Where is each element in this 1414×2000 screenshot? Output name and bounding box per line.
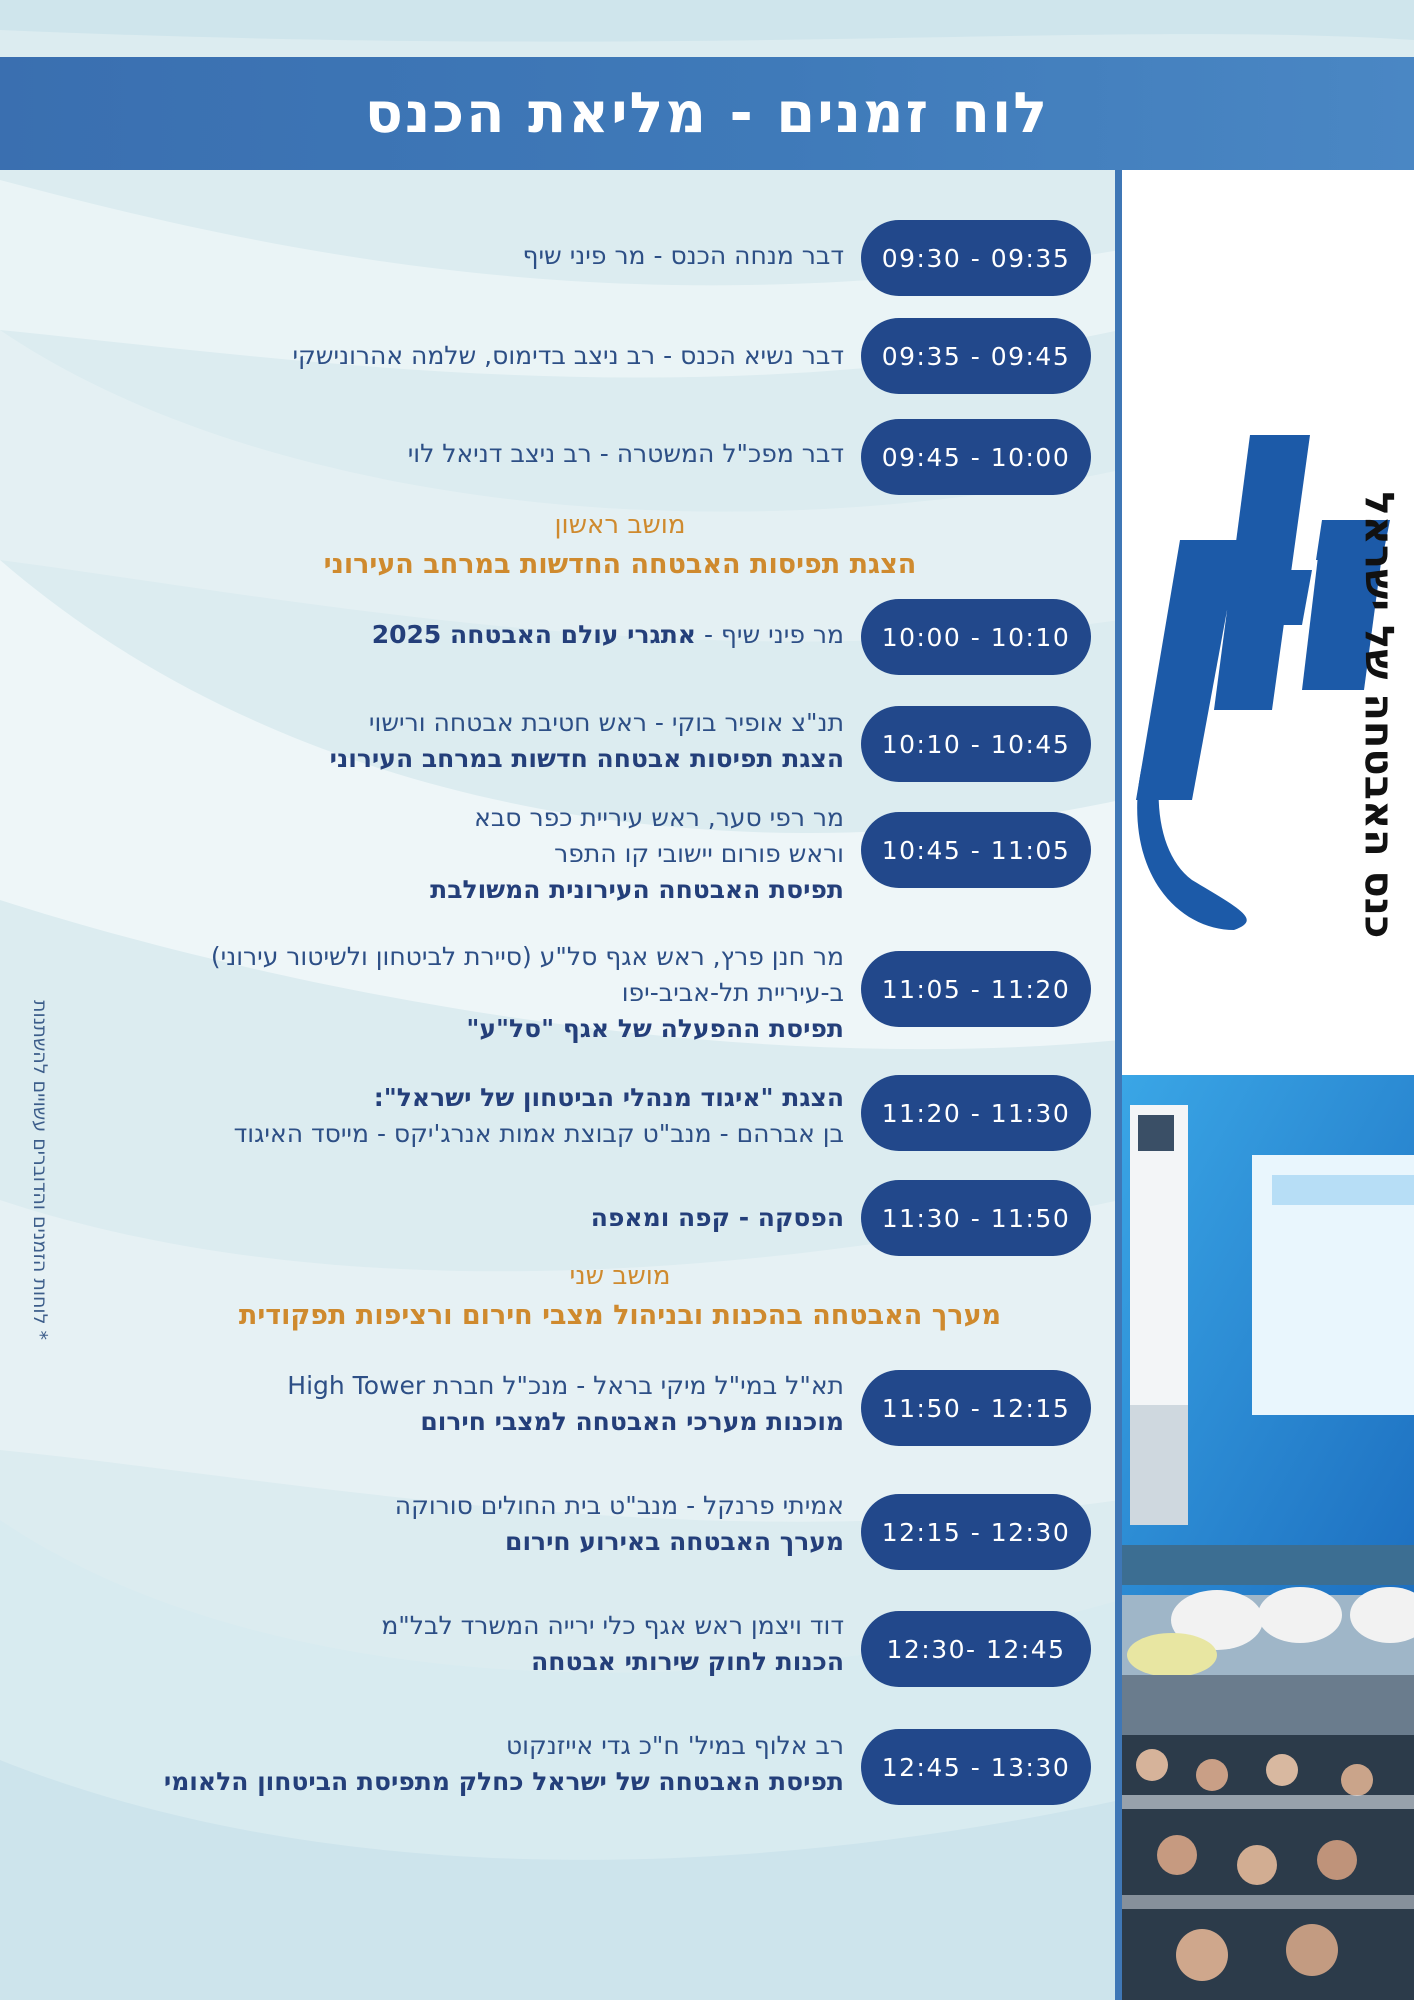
item-title: הצגת "איגוד מנהלי הביטחון של ישראל": [373, 1083, 844, 1112]
time-slot-pill: 11:05 - 11:20 [861, 951, 1091, 1027]
item-title: הפסקה - קפה ומאפה [590, 1203, 844, 1232]
item-text: דוד ויצמן ראש אגף כלי ירייה המשרד לבל"מ [381, 1611, 844, 1640]
session-label: מושב ראשון [554, 510, 686, 540]
item-text: וראש פורום יישובי קו התפר [554, 839, 844, 868]
item-title: תפיסת האבטחה העירונית המשולבת [430, 875, 844, 904]
item-title: הכנות לחוק שירותי אבטחה [531, 1647, 844, 1676]
time-slot-pill: 12:45 - 13:30 [861, 1729, 1091, 1805]
session-heading [160, 505, 1080, 585]
item-title: תפיסת ההפעלה של אגף "סל"ע" [466, 1014, 844, 1043]
item-text: דבר מנחה הכנס - מר פיני שיף [522, 241, 844, 270]
page-header [0, 57, 1414, 170]
page-title: לוח זמנים - מליאת הכנס [364, 81, 1050, 146]
schedule-item [84, 705, 844, 777]
item-title: מערך האבטחה באירוע חירום [505, 1527, 844, 1556]
item-text: מר חנן פרץ, ראש אגף סל"ע (סיירת לביטחון ולשיטור עירוני) [210, 942, 844, 971]
time-slot-pill: 11:20 - 11:30 [861, 1075, 1091, 1151]
time-slot-pill: 10:10 - 10:45 [861, 706, 1091, 782]
schedule-item [84, 1200, 844, 1236]
time-slot-pill: 09:45 - 10:00 [861, 419, 1091, 495]
schedule-item [84, 1728, 844, 1800]
item-text: תא"ל במי"ל מיקי בראל - מנכ"ל חברת High Tower [287, 1371, 844, 1400]
item-text: אמיתי פרנקל - מנב"ט בית החולים סורוקה [394, 1491, 844, 1520]
item-title: אתגרי עולם האבטחה 2025 [371, 620, 696, 649]
brand-panel [1122, 170, 1414, 2000]
time-slot-pill: 12:30- 12:45 [861, 1611, 1091, 1687]
schedule-item [84, 1608, 844, 1680]
time-slot-pill: 12:15 - 12:30 [861, 1494, 1091, 1570]
item-text: מר פיני שיף - [696, 620, 844, 649]
item-text: תנ"צ אופיר בוקי - ראש חטיבת אבטחה ורישוי [368, 708, 844, 737]
time-slot-pill: 09:35 - 09:45 [861, 318, 1091, 394]
item-title: הצגת תפיסות אבטחה חדשות במרחב העירוני [329, 744, 844, 773]
item-text: בן אברהם - מנב"ט קבוצת אמות אנרג'יקס - מייסד האיגוד [233, 1119, 844, 1148]
item-title: מוכנות מערכי האבטחה למצבי חירום [420, 1407, 844, 1436]
schedule-item [84, 338, 844, 374]
time-slot-pill: 11:50 - 12:15 [861, 1370, 1091, 1446]
schedule-item [84, 1368, 844, 1440]
brand-title: כנס האבטחה של ישראל [1354, 491, 1401, 939]
session-topic: מערך האבטחה בהכנות ובניהול מצבי חירום ורציפות תפקודית [238, 1300, 1002, 1331]
time-slot-pill: 09:30 - 09:35 [861, 220, 1091, 296]
schedule-item [84, 800, 844, 908]
schedule-item [84, 1488, 844, 1560]
item-text: מר רפי סער, ראש עיריית כפר סבא [474, 803, 844, 832]
item-text: דבר נשיא הכנס - רב ניצב בדימוס, שלמה אהרונישקי [292, 341, 844, 370]
time-slot-pill: 10:45 - 11:05 [861, 812, 1091, 888]
divider-line [1115, 170, 1122, 2000]
item-text: דבר מפכ"ל המשטרה - רב ניצב דניאל לוי [407, 439, 844, 468]
time-slot-pill: 10:00 - 10:10 [861, 599, 1091, 675]
schedule-item [84, 939, 844, 1047]
item-title: תפיסת האבטחה של ישראל כחלק מתפיסת הביטחון הלאומי [163, 1767, 844, 1796]
schedule-item [84, 238, 844, 274]
item-text: רב אלוף במיל' ח"כ גדי אייזנקוט [505, 1731, 844, 1760]
session-label: מושב שני [569, 1261, 671, 1291]
item-text: ב-עיריית תל-אביב-יפו [621, 978, 844, 1007]
session-heading [160, 1256, 1080, 1336]
disclaimer-note: * לוחות הזמנים והדוברים עשויים להשתנות [28, 1000, 51, 1340]
schedule-item [84, 617, 844, 653]
schedule-item [84, 436, 844, 472]
conference-photo [1122, 1075, 1414, 2000]
schedule-item [84, 1080, 844, 1152]
session-topic: הצגת תפיסות האבטחה החדשות במרחב העירוני [323, 549, 917, 580]
time-slot-pill: 11:30 - 11:50 [861, 1180, 1091, 1256]
